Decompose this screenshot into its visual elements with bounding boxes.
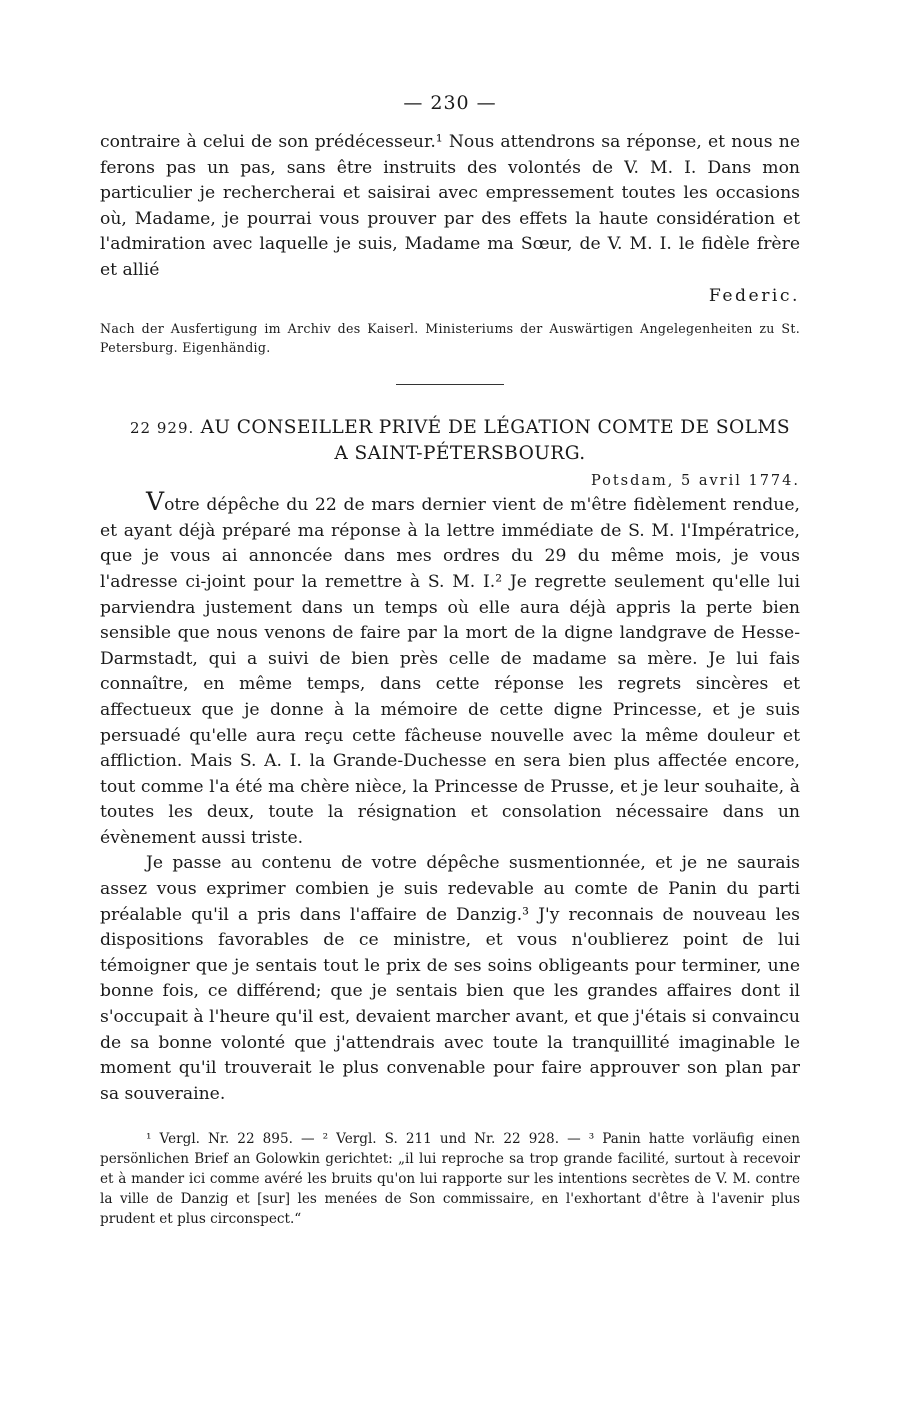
paragraph: Je passe au contenu de votre dépêche susmentionnée, et je ne saurais assez vous exprimer combien je suis redevable au comte de Panin du parti préalable qu'il a pris dans l'affaire de Danzig.³ J'y reconnais de nouveau les dispositions favorables de ce ministre, et vous n'oublierez point de lui témoigner que je sentais tout le prix de ses soins obligeants pour terminer, une bonne fois, ce différend; que je sentais bien que les grandes affaires dont il s'occupait à l'heure qu'il est, devaient marcher avant, et que j'étais si convaincu de sa bonne volonté que j'attendrais avec toute la tranquillité imaginable le moment qu'il trouverait le plus convenable pour faire approuver son plan par sa souveraine. bbox=[100, 853, 800, 1104]
letter-title: AU CONSEILLER PRIVÉ DE LÉGATION COMTE DE SOLMS A SAINT-PÉTERSBOURG. bbox=[200, 417, 790, 465]
document-page bbox=[100, 92, 800, 1229]
paragraph-text: otre dépêche du 22 de mars dernier vient de m'être fidèlement rendue, et ayant déjà préparé ma réponse à la lettre immédiate de S. M. l'Impératrice, que je vous ai annoncée dans mes ordres du 29 du même mois, je vous l'adresse ci-joint pour la remettre à S. M. I.² Je regrette seulement qu'elle lui parviendra justement dans un temps où elle aura déjà appris la perte bien sensible que nous venons de faire par la mort de la digne landgrave de Hesse-Darmstadt, qui a suivi de bien près celle de madame sa mère. Je lui fais connaître, en même temps, dans cette réponse les regrets sincères et affectueux que je donne à la mémoire de cette digne Princesse, et je suis persuadé qu'elle aura reçu cette fâcheuse nouvelle avec la même douleur et affliction. Mais S. A. I. la Grande-Duchesse en sera bien plus affectée encore, tout comme l'a été ma chère nièce, la Princesse de Prusse, et je leur souhaite, à toutes les deux, toute la résignation et consolation nécessaire dans un évènement aussi triste. bbox=[100, 495, 800, 848]
section-divider bbox=[396, 384, 504, 385]
paragraph bbox=[100, 487, 800, 851]
dateline: Potsdam, 5 avril 1774. bbox=[590, 473, 800, 490]
source-note: Nach der Ausfertigung im Archiv des Kaiserl. Ministeriums der Auswärtigen Angelegenheiten zu St. Petersburg. Eigenhändig. bbox=[100, 321, 800, 356]
signature: Federic. bbox=[708, 285, 800, 306]
initial-letter: V bbox=[146, 487, 165, 517]
footnote-text: ¹ Vergl. Nr. 22 895. — ² Vergl. S. 211 und Nr. 22 928. — ³ Panin hatte vorläufig einen persönlichen Brief an Golowkin gerichtet: „il lui reproche sa trop grande facilité, surtout à recevoir et à mander ici comme avéré les bruits qu'on lui rapporte sur les intentions secrètes de V. M. contre la ville de Danzig et [sur] les menées de Son commissaire, en l'exhortant d'être à l'avenir plus prudent et plus circonspect.“ bbox=[100, 1131, 800, 1228]
letter-body bbox=[100, 487, 800, 1107]
footnotes bbox=[100, 1129, 800, 1229]
letter-heading bbox=[100, 415, 800, 467]
letter-number: 22 929. bbox=[130, 419, 195, 438]
previous-letter-text: contraire à celui de son prédécesseur.¹ Nous attendrons sa réponse, et nous ne ferons pas un pas, sans être instruits des volontés de V. M. I. Dans mon particulier je rechercherai et saisirai avec empressement toutes les occasions où, Madame, je pourrai vous prouver par des effets la haute considération et l'admiration avec laquelle je suis, Madame ma Sœur, de V. M. I. le fidèle frère et allié bbox=[100, 132, 800, 280]
page-number: — 230 — bbox=[403, 92, 497, 114]
previous-letter-ending bbox=[100, 130, 800, 309]
